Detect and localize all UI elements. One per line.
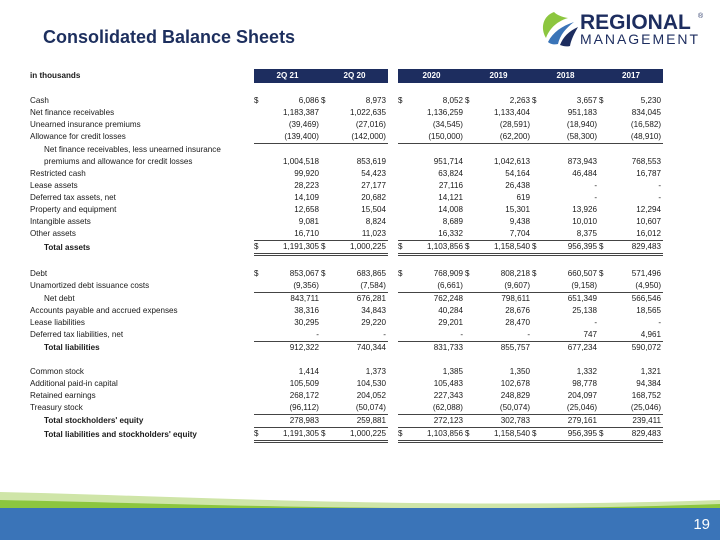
cell-value: 168,752 — [631, 391, 662, 400]
cell-value: 302,783 — [475, 415, 532, 428]
cell-value: 54,423 — [361, 169, 386, 178]
cell-value: (58,300) — [542, 131, 599, 144]
cell-value: 8,973 — [365, 96, 386, 105]
cell-value: - — [408, 329, 465, 342]
table-row — [28, 329, 663, 342]
cell-value: 1,000,225 — [331, 241, 388, 255]
footer-bar — [0, 508, 720, 540]
row-label: Net debt — [44, 293, 75, 303]
table-row — [28, 317, 663, 329]
cell-value: 18,565 — [636, 306, 662, 315]
table-row — [28, 241, 663, 255]
cell-value: 1,133,404 — [494, 108, 531, 117]
cell-value: 829,483 — [609, 241, 663, 255]
cell-value: 272,123 — [408, 415, 465, 428]
cell-value: 590,072 — [631, 343, 662, 352]
cell-value: 566,546 — [631, 294, 662, 303]
cell-value: 829,483 — [609, 428, 663, 442]
row-label: Allowance for credit losses — [30, 132, 126, 142]
currency-symbol: $ — [254, 241, 264, 255]
cell-value: - — [475, 329, 532, 342]
cell-value: (18,940) — [566, 120, 598, 129]
cell-value: 9,081 — [298, 217, 319, 226]
cell-value: 7,704 — [475, 228, 532, 241]
cell-value: 16,012 — [609, 228, 663, 241]
cell-value: 104,530 — [356, 379, 386, 388]
cell-value: 105,509 — [289, 379, 319, 388]
cell-value: 683,865 — [356, 269, 386, 278]
cell-value: 16,787 — [636, 169, 662, 178]
cell-value: (50,074) — [475, 402, 532, 415]
cell-value: 16,710 — [264, 228, 321, 241]
currency-symbol: $ — [599, 241, 609, 255]
currency-symbol: $ — [254, 269, 259, 278]
cell-value: (34,545) — [432, 120, 464, 129]
cell-value: 1,332 — [576, 367, 598, 376]
cell-value: 9,438 — [509, 217, 531, 226]
row-label: Property and equipment — [30, 205, 117, 214]
table-row — [28, 156, 663, 168]
row-label: Total stockholders' equity — [44, 416, 144, 425]
svg-text:MANAGEMENT: MANAGEMENT — [580, 31, 698, 47]
cell-value: (7,584) — [331, 280, 388, 293]
row-label: Lease assets — [30, 181, 78, 190]
currency-symbol: $ — [465, 428, 475, 442]
cell-value: 762,248 — [433, 294, 464, 303]
cell-value: 27,116 — [438, 181, 464, 190]
cell-value: - — [594, 318, 598, 327]
cell-value: 808,218 — [500, 269, 531, 278]
cell-value: - — [594, 193, 598, 202]
cell-value: 831,733 — [433, 343, 464, 352]
table-row — [28, 204, 663, 216]
table-row — [28, 180, 663, 192]
currency-symbol: $ — [398, 428, 408, 442]
currency-symbol: $ — [532, 269, 537, 278]
table-row — [28, 402, 663, 415]
cell-value: 29,220 — [361, 318, 386, 327]
currency-symbol: $ — [532, 241, 542, 255]
cell-value: - — [658, 193, 662, 202]
cell-value: 2,263 — [509, 96, 531, 105]
cell-value: 26,438 — [505, 181, 531, 190]
table-row — [28, 280, 663, 293]
cell-value: 8,689 — [442, 217, 464, 226]
table-row — [28, 268, 663, 280]
table-row — [28, 305, 663, 317]
table-header-row — [28, 69, 663, 83]
row-label: Total assets — [44, 242, 91, 252]
currency-symbol: $ — [398, 96, 403, 105]
table-row — [28, 293, 663, 306]
cell-value: 768,909 — [433, 269, 464, 278]
cell-value: 98,778 — [572, 379, 598, 388]
cell-value: 10,010 — [572, 217, 598, 226]
cell-value: 1,158,540 — [475, 428, 532, 442]
cell-value: (62,200) — [475, 131, 532, 144]
currency-symbol: $ — [599, 96, 604, 105]
row-label: Unamortized debt issuance costs — [30, 281, 150, 291]
cell-value: (27,016) — [355, 120, 386, 129]
page-number: 19 — [693, 516, 710, 533]
column-header: 2Q 20 — [321, 69, 388, 83]
cell-value: 105,483 — [433, 379, 464, 388]
logo-mark-icon — [543, 12, 578, 46]
cell-value: (150,000) — [408, 131, 465, 144]
cell-value: - — [331, 329, 388, 342]
cell-value: 28,676 — [505, 306, 531, 315]
table-row — [28, 95, 663, 107]
cell-value: 12,294 — [636, 205, 662, 214]
cell-value: 204,052 — [356, 391, 386, 400]
currency-symbol: $ — [398, 241, 408, 255]
cell-value: 5,230 — [640, 96, 662, 105]
cell-value: 1,191,305 — [264, 428, 321, 442]
column-header: 2020 — [398, 69, 465, 83]
spacer-row — [28, 354, 663, 366]
row-label: premiums and allowance for credit losses — [44, 157, 193, 166]
cell-value: (16,582) — [630, 120, 662, 129]
regional-management-logo — [540, 8, 710, 48]
cell-value: 8,052 — [442, 96, 464, 105]
page-title: Consolidated Balance Sheets — [43, 27, 296, 47]
balance-sheet-table — [28, 69, 663, 443]
table-row — [28, 342, 663, 355]
cell-value: 1,350 — [509, 367, 531, 376]
column-header: 2018 — [532, 69, 599, 83]
currency-symbol: $ — [465, 96, 470, 105]
cell-value: 834,045 — [631, 108, 662, 117]
cell-value: 747 — [542, 329, 599, 342]
table-row — [28, 366, 663, 378]
cell-value: 30,295 — [294, 318, 319, 327]
svg-text:REGIONAL: REGIONAL — [580, 11, 691, 34]
cell-value: 40,284 — [438, 306, 464, 315]
row-label: Lease liabilities — [30, 318, 85, 327]
cell-value: 14,121 — [438, 193, 464, 202]
table-row — [28, 144, 663, 157]
cell-value: - — [264, 329, 321, 342]
cell-value: 248,829 — [500, 391, 531, 400]
currency-symbol: $ — [532, 96, 537, 105]
table-row — [28, 378, 663, 390]
cell-value: 1,191,305 — [264, 241, 321, 255]
cell-value: (4,950) — [609, 280, 663, 293]
currency-symbol: $ — [398, 269, 403, 278]
cell-value: 12,658 — [294, 205, 319, 214]
table-row — [28, 131, 663, 144]
cell-value: 38,316 — [294, 306, 319, 315]
cell-value: 63,824 — [438, 169, 464, 178]
cell-value: 28,223 — [294, 181, 319, 190]
row-label: Net finance receivables, less unearned insurance — [44, 144, 221, 154]
cell-value: 102,678 — [500, 379, 531, 388]
cell-value: (139,400) — [264, 131, 321, 144]
table-row — [28, 415, 663, 428]
cell-value: - — [658, 181, 662, 190]
cell-value: 853,067 — [289, 269, 319, 278]
cell-value: 1,183,387 — [282, 108, 319, 117]
cell-value: 25,138 — [572, 306, 598, 315]
cell-value: 15,301 — [505, 205, 531, 214]
cell-value: 14,008 — [438, 205, 464, 214]
cell-value: 1,414 — [298, 367, 319, 376]
cell-value: (25,046) — [542, 402, 599, 415]
cell-value: 956,395 — [542, 241, 599, 255]
cell-value: - — [594, 181, 598, 190]
row-label: Common stock — [30, 367, 84, 376]
cell-value: 27,177 — [361, 181, 386, 190]
cell-value: 10,607 — [636, 217, 662, 226]
currency-symbol: $ — [321, 241, 331, 255]
cell-value: 1,158,540 — [475, 241, 532, 255]
row-label: Treasury stock — [30, 403, 83, 413]
cell-value: (9,356) — [264, 280, 321, 293]
cell-value: 4,961 — [609, 329, 663, 342]
cell-value: 651,349 — [567, 294, 598, 303]
cell-value: 951,183 — [567, 108, 598, 117]
cell-value: (50,074) — [331, 402, 388, 415]
table-row — [28, 168, 663, 180]
currency-symbol: $ — [321, 428, 331, 442]
cell-value: 1,321 — [640, 367, 662, 376]
cell-value: 6,086 — [298, 96, 319, 105]
cell-value: 619 — [516, 193, 531, 202]
cell-value: (39,469) — [288, 120, 319, 129]
row-label: Other assets — [30, 229, 76, 239]
cell-value: 1,136,259 — [427, 108, 464, 117]
currency-symbol: $ — [465, 269, 470, 278]
cell-value: 1,004,518 — [282, 157, 319, 166]
svg-text:®: ® — [698, 13, 704, 20]
cell-value: 99,920 — [294, 169, 319, 178]
cell-value: (142,000) — [331, 131, 388, 144]
currency-symbol: $ — [254, 96, 259, 105]
table-row — [28, 119, 663, 131]
currency-symbol: $ — [321, 96, 326, 105]
row-label: Net finance receivables — [30, 108, 115, 117]
currency-symbol: $ — [254, 428, 264, 442]
table-row — [28, 390, 663, 402]
column-header: 2019 — [465, 69, 532, 83]
row-label: Debt — [30, 269, 48, 278]
cell-value: (62,088) — [408, 402, 465, 415]
cell-value: 1,000,225 — [331, 428, 388, 442]
cell-value: 768,553 — [631, 157, 662, 166]
cell-value: 571,496 — [631, 269, 662, 278]
cell-value: 13,926 — [572, 205, 598, 214]
row-label: Intangible assets — [30, 217, 91, 226]
cell-value: 1,385 — [442, 367, 464, 376]
table-row — [28, 192, 663, 204]
row-label: Restricted cash — [30, 169, 86, 178]
cell-value: 3,657 — [576, 96, 598, 105]
row-label: Total liabilities — [44, 342, 100, 352]
cell-value: 676,281 — [356, 294, 386, 303]
cell-value: 227,343 — [433, 391, 464, 400]
spacer-row — [28, 255, 663, 269]
table-row — [28, 216, 663, 228]
cell-value: 268,172 — [289, 391, 319, 400]
cell-value: 956,395 — [542, 428, 599, 442]
row-label: Accounts payable and accrued expenses — [30, 306, 178, 315]
cell-value: - — [658, 318, 662, 327]
cell-value: 15,504 — [361, 205, 386, 214]
cell-value: 278,983 — [264, 415, 321, 428]
cell-value: 29,201 — [438, 318, 464, 327]
cell-value: 20,682 — [361, 193, 386, 202]
unit-label: in thousands — [30, 71, 81, 80]
cell-value: 279,161 — [542, 415, 599, 428]
cell-value: 34,843 — [361, 306, 386, 315]
column-header: 2017 — [599, 69, 663, 83]
cell-value: 8,824 — [365, 217, 386, 226]
cell-value: 1,103,856 — [408, 428, 465, 442]
cell-value: 843,711 — [290, 294, 319, 303]
row-label: Additional paid-in capital — [30, 379, 118, 388]
cell-value: (28,591) — [499, 120, 531, 129]
cell-value: (48,910) — [609, 131, 663, 144]
currency-symbol: $ — [599, 269, 604, 278]
row-label: Total liabilities and stockholders' equity — [44, 429, 197, 439]
cell-value: 46,484 — [572, 169, 598, 178]
spacer-row — [28, 83, 663, 95]
table-row — [28, 428, 663, 442]
table-row — [28, 228, 663, 241]
row-label: Deferred tax liabilities, net — [30, 330, 124, 340]
cell-value: (25,046) — [609, 402, 663, 415]
cell-value: 855,757 — [500, 343, 531, 352]
cell-value: (9,158) — [542, 280, 599, 293]
cell-value: 798,611 — [501, 294, 531, 303]
cell-value: 853,619 — [356, 157, 386, 166]
cell-value: 54,164 — [505, 169, 531, 178]
currency-symbol: $ — [599, 428, 609, 442]
cell-value: 14,109 — [294, 193, 319, 202]
cell-value: 28,470 — [505, 318, 531, 327]
cell-value: (96,112) — [264, 402, 321, 415]
cell-value: 94,384 — [636, 379, 662, 388]
currency-symbol: $ — [465, 241, 475, 255]
cell-value: 204,097 — [567, 391, 598, 400]
cell-value: 259,881 — [331, 415, 388, 428]
cell-value: 740,344 — [356, 343, 386, 352]
cell-value: 873,943 — [567, 157, 598, 166]
row-label: Retained earnings — [30, 391, 96, 400]
currency-symbol: $ — [532, 428, 542, 442]
currency-symbol: $ — [321, 269, 326, 278]
cell-value: 1,042,613 — [494, 157, 531, 166]
row-label: Cash — [30, 96, 49, 105]
cell-value: 1,103,856 — [408, 241, 465, 255]
column-header: 2Q 21 — [254, 69, 321, 83]
cell-value: (6,661) — [408, 280, 465, 293]
cell-value: 951,714 — [433, 157, 464, 166]
row-label: Deferred tax assets, net — [30, 193, 116, 202]
row-label: Unearned insurance premiums — [30, 120, 141, 129]
cell-value: 1,373 — [365, 367, 386, 376]
table-row — [28, 107, 663, 119]
cell-value: (9,607) — [475, 280, 532, 293]
cell-value: 11,023 — [331, 228, 388, 241]
cell-value: 660,507 — [567, 269, 598, 278]
cell-value: 677,234 — [567, 343, 598, 352]
cell-value: 8,375 — [542, 228, 599, 241]
cell-value: 239,411 — [609, 415, 663, 428]
cell-value: 16,332 — [408, 228, 465, 241]
cell-value: 912,322 — [289, 343, 319, 352]
cell-value: 1,022,635 — [349, 108, 386, 117]
